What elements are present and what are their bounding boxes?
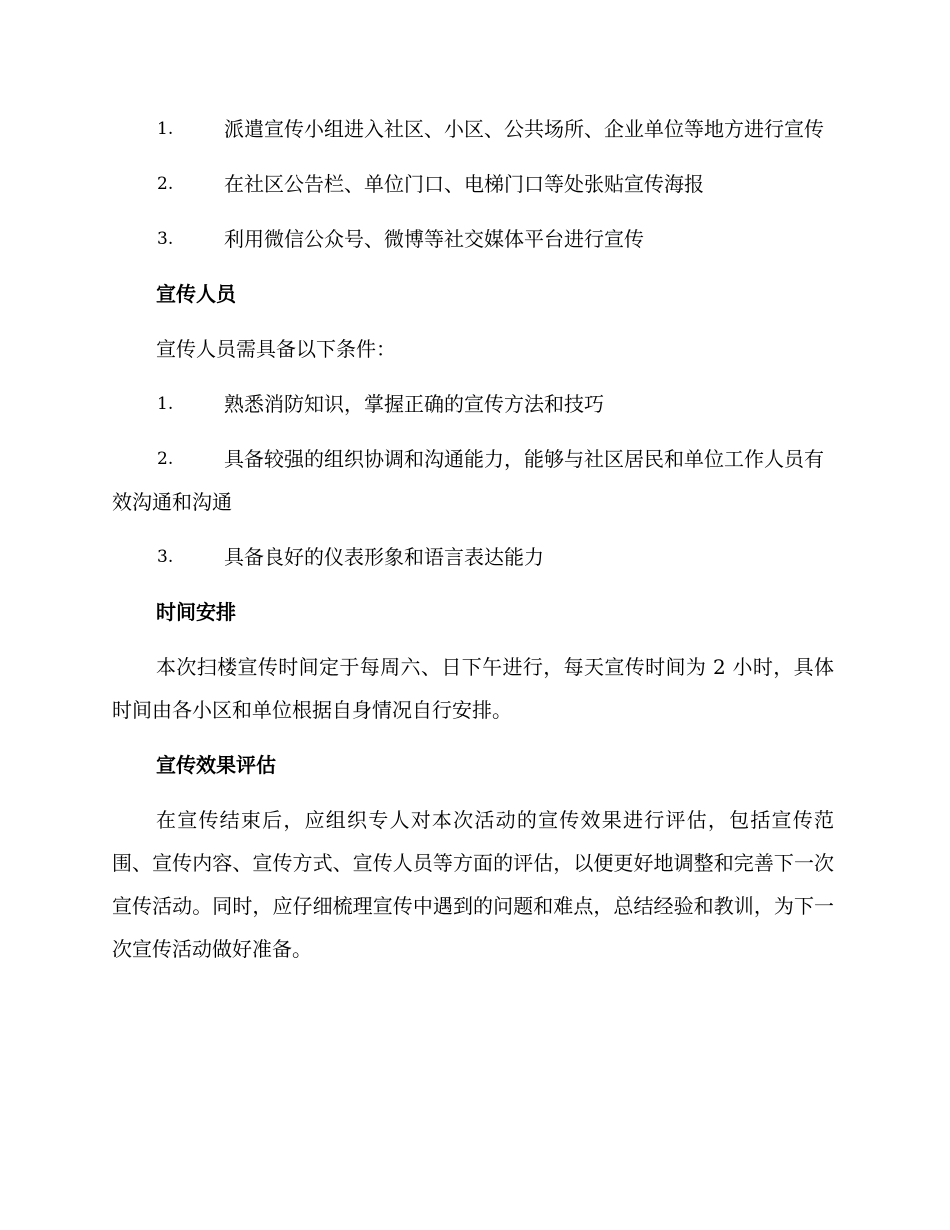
list-number: 1. — [157, 394, 174, 414]
list-item — [112, 108, 834, 151]
list-number: 3. — [157, 229, 174, 249]
list-item — [112, 438, 834, 524]
list-text: 派遣宣传小组进入社区、小区、公共场所、企业单位等地方进行宣传 — [224, 117, 824, 141]
document-body — [112, 108, 834, 983]
section-heading-schedule: 时间安排 — [156, 600, 236, 624]
list-text: 在社区公告栏、单位门口、电梯门口等处张贴宣传海报 — [224, 172, 704, 196]
staff-intro: 宣传人员需具备以下条件： — [156, 337, 396, 361]
list-item — [112, 218, 834, 261]
list-number: 2. — [157, 449, 174, 469]
list-number: 1. — [157, 119, 174, 139]
list-item — [112, 536, 834, 579]
list-item — [112, 163, 834, 206]
list-item — [112, 383, 834, 426]
list-number: 3. — [157, 547, 174, 567]
section-heading-staff: 宣传人员 — [156, 282, 236, 306]
list-text: 具备较强的组织协调和沟通能力，能够与社区居民和单位工作人员有效沟通和沟通 — [112, 447, 824, 514]
schedule-paragraph: 本次扫楼宣传时间定于每周六、日下午进行，每天宣传时间为 2 小时，具体时间由各小区和单位根据自身情况自行安排。 — [112, 655, 834, 722]
list-number: 2. — [157, 174, 174, 194]
list-text: 具备良好的仪表形象和语言表达能力 — [224, 545, 544, 569]
evaluation-paragraph: 在宣传结束后，应组织专人对本次活动的宣传效果进行评估，包括宣传范围、宣传内容、宣传方式、宣传人员等方面的评估，以便更好地调整和完善下一次宣传活动。同时，应仔细梳理宣传中遇到的问题和难点，总结经验和教训，为下一次宣传活动做好准备。 — [112, 808, 834, 961]
list-text: 利用微信公众号、微博等社交媒体平台进行宣传 — [224, 227, 644, 251]
list-text: 熟悉消防知识，掌握正确的宣传方法和技巧 — [224, 392, 604, 416]
section-heading-evaluation: 宣传效果评估 — [156, 753, 276, 777]
